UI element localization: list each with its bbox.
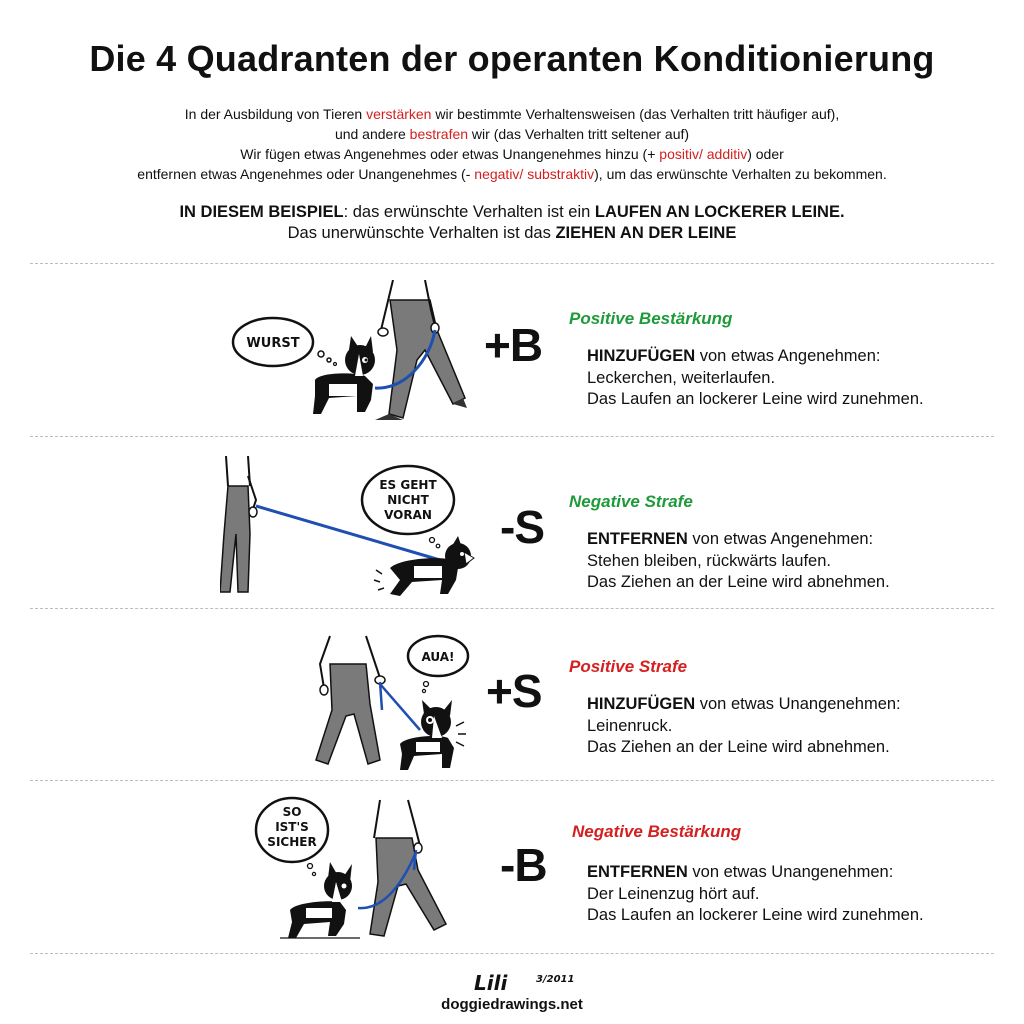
dog-pulling-illustration	[220, 456, 480, 596]
svg-text:Lili: Lili	[474, 971, 508, 995]
divider	[30, 263, 994, 264]
highlight-positiv: positiv/ additiv	[659, 146, 748, 162]
svg-text:ES GEHT: ES GEHT	[379, 478, 437, 492]
example-statement	[0, 202, 1024, 244]
quadrant-symbol: +S	[486, 665, 542, 717]
highlight-verstaerken: verstärken	[366, 106, 432, 122]
svg-text:VORAN: VORAN	[384, 508, 432, 522]
intro-line-1: In der Ausbildung von Tieren verstärken wir bestimmte Verhaltensweisen (das Verhalten tritt häufiger auf),	[184, 106, 840, 122]
quadrant-symbol: -B	[500, 839, 547, 891]
bubble-text: WURST	[246, 336, 300, 351]
highlight-bestrafen: bestrafen	[409, 126, 469, 142]
quadrant-description: ENTFERNEN von etwas Angenehmen: Stehen bleiben, rückwärts laufen. Das Ziehen an der Leine wird abnehmen.	[587, 530, 890, 591]
site-link[interactable]: doggiedrawings.net	[441, 996, 583, 1013]
intro-line-4: entfernen etwas Angenehmes oder Unangenehmes (- negativ/ substraktiv), um das erwünschte Verhalten zu bekommen.	[137, 166, 887, 182]
quadrant-positive-reinforcement	[0, 270, 1024, 434]
svg-text:3/2011: 3/2011	[536, 974, 575, 985]
dog-figure	[280, 862, 360, 938]
artist-signature	[470, 968, 580, 996]
page-title: Die 4 Quadranten der operanten Konditionierung	[89, 38, 935, 79]
quadrant-description: HINZUFÜGEN von etwas Unangenehmen: Leinenruck. Das Ziehen an der Leine wird abnehmen.	[587, 695, 901, 756]
svg-text:SICHER: SICHER	[267, 835, 317, 849]
person-figure	[375, 280, 467, 420]
divider	[30, 436, 994, 437]
person-figure	[220, 456, 257, 592]
leash-jerk-illustration	[310, 634, 480, 774]
quadrant-heading: Positive Bestärkung	[569, 309, 733, 328]
quadrant-positive-punishment	[0, 614, 1024, 778]
quadrant-heading: Positive Strafe	[569, 657, 688, 676]
dog-figure	[313, 336, 375, 414]
quadrant-description: HINZUFÜGEN von etwas Angenehmen: Leckerchen, weiterlaufen. Das Laufen an lockerer Leine wird zunehmen.	[587, 347, 924, 408]
svg-text:IST'S: IST'S	[275, 820, 309, 834]
example-line-2: Das unerwünschte Verhalten ist das ZIEHEN AN DER LEINE	[287, 224, 737, 242]
quadrant-symbol: +B	[484, 319, 543, 371]
intro-line-3: Wir fügen etwas Angenehmes oder etwas Unangenehmes hinzu (+ positiv/ additiv) oder	[240, 146, 784, 162]
intro-paragraph	[0, 104, 1024, 184]
divider	[30, 608, 994, 609]
divider	[30, 953, 994, 954]
quadrant-symbol: -S	[500, 501, 544, 553]
quadrant-description: ENTFERNEN von etwas Unangenehmen: Der Leinenzug hört auf. Das Laufen an lockerer Leine wird zunehmen.	[587, 863, 924, 924]
svg-text:AUA!: AUA!	[421, 650, 455, 664]
dog-figure	[400, 700, 466, 770]
person-figure	[316, 636, 385, 764]
quadrant-heading: Negative Strafe	[569, 492, 693, 511]
example-line-1: IN DIESEM BEISPIEL: das erwünschte Verhalten ist ein LAUFEN AN LOCKERER LEINE.	[179, 203, 845, 221]
svg-text:NICHT: NICHT	[387, 493, 429, 507]
quadrant-negative-reinforcement	[0, 786, 1024, 950]
divider	[30, 780, 994, 781]
loose-leash-illustration	[250, 790, 480, 942]
quadrant-negative-punishment	[0, 442, 1024, 606]
dog-walking-illustration	[225, 280, 475, 430]
quadrant-heading: Negative Bestärkung	[572, 822, 742, 841]
leash	[380, 682, 420, 730]
highlight-negativ: negativ/ substraktiv	[474, 166, 595, 182]
svg-text:SO: SO	[282, 805, 302, 819]
intro-line-2: und andere bestrafen wir (das Verhalten tritt seltener auf)	[334, 126, 690, 142]
